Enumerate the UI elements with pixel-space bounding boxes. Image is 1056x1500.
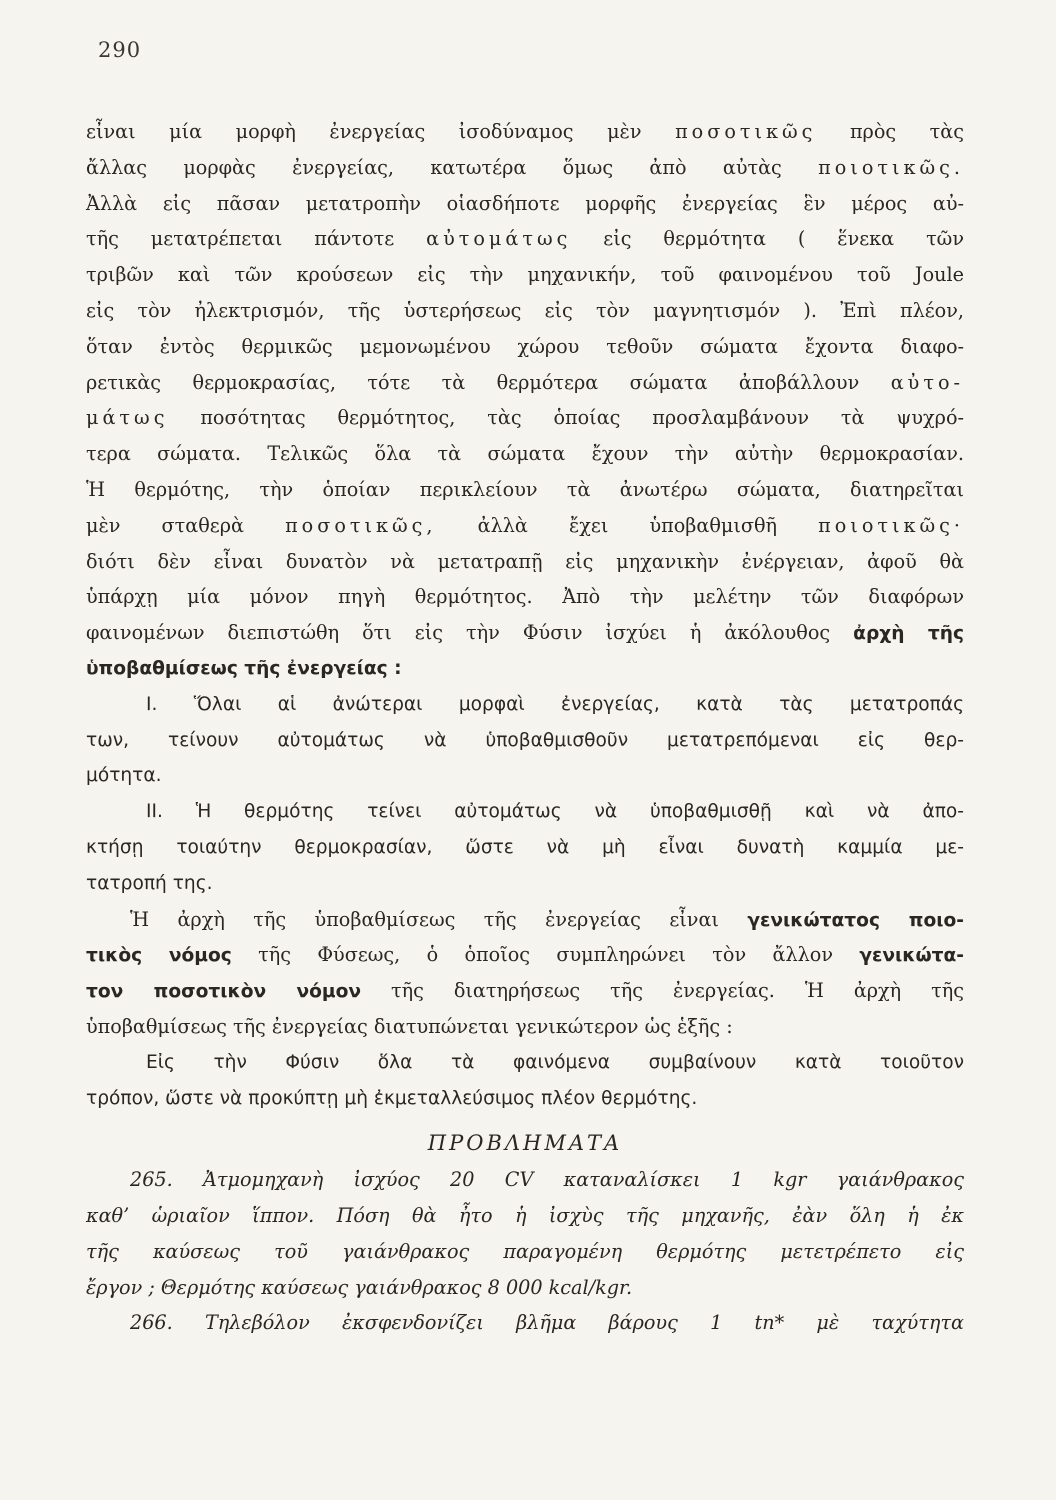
spaced-term: ποσοτικῶς — [675, 120, 817, 143]
rule-two-line: τατροπή της. — [86, 872, 213, 894]
problem-266-line: 266. Τηλεβόλον ἐκσφενδονίζει βλῆμα βάρους 1 tn* μὲ ταχύτητα — [130, 1311, 964, 1335]
text-line: ὑποβαθμίσεως τῆς ἐνεργείας : — [86, 657, 402, 679]
spaced-term: ποιοτικῶς· — [818, 513, 964, 537]
text-line — [86, 615, 964, 651]
page-number: 290 — [98, 38, 142, 62]
text-line: τερα σώματα. Τελικῶς ὅλα τὰ σώματα ἔχουν τὴν αὐτὴν θερμοκρασίαν. — [86, 442, 964, 466]
problem-265-line: τῆς καύσεως τοῦ γαιάνθρακος παραγομένη θερμότης μετετρέπετο εἰς — [86, 1239, 964, 1263]
text-span: εἶναι μία μορφὴ ἐνεργείας ἰσοδύναμος μὲν — [86, 120, 676, 143]
text-line — [86, 114, 964, 150]
text-span: εἰς θερμότητα ( ἕνεκα τῶν — [571, 227, 964, 251]
rule-one-line: των, τείνουν αὐτομάτως νὰ ὑποβαθμισθοῦν μετατρεπόμεναι εἰς θερ- — [86, 729, 964, 751]
text-line: ὑποβαθμίσεως τῆς ἐνεργείας διατυπώνεται γενικώτερον ὡς ἑξῆς : — [86, 1014, 733, 1038]
statement-line: τρόπον, ὥστε νὰ προκύπτῃ μὴ ἐκμεταλλεύσιμος πλέον θερμότης. — [86, 1087, 698, 1109]
text-line — [86, 400, 964, 436]
text-line — [86, 365, 964, 401]
text-line: τριβῶν καὶ τῶν κρούσεων εἰς τὴν μηχανικήν, τοῦ φαινομένου τοῦ Joule — [86, 263, 964, 287]
rule-two-line: ΙΙ. Ἡ θερμότης τείνει αὐτομάτως νὰ ὑποβαθμισθῇ καὶ νὰ ἀπο- — [146, 801, 964, 823]
problem-265-line: καθ’ ὡριαῖον ἵππον. Πόση θὰ ἦτο ἡ ἰσχὺς τῆς μηχανῆς, ἐὰν ὅλη ἡ ἐκ — [86, 1203, 964, 1227]
main-text — [86, 114, 964, 1341]
problem-265-line: 265. Ἀτμομηχανὴ ἰσχύος 20 CV καταναλίσκει 1 kgr γαιάνθρακος — [130, 1168, 964, 1192]
text-span: φαινομένων διεπιστώθη ὅτι εἰς τὴν Φύσιν ἰσχύει ἡ ἀκόλουθος — [86, 621, 854, 645]
text-line — [86, 973, 964, 1009]
spaced-term: αὐτομάτως — [426, 227, 572, 251]
text-line: ὑπάρχῃ μία μόνον πηγὴ θερμότητος. Ἀπὸ τὴν μελέτην τῶν διαφόρων — [86, 585, 964, 609]
problem-265-line: ἔργον ; Θερμότης καύσεως γαιάνθρακος 8 000 kcal/kgr. — [86, 1275, 633, 1299]
spaced-term: αὐτο- — [890, 370, 964, 394]
text-line: Ἀλλὰ εἰς πᾶσαν μετατροπὴν οἱασδήποτε μορφῆς ἐνεργείας ἓν μέρος αὐ- — [86, 191, 964, 215]
rule-one-line: Ι. Ὅλαι αἱ ἀνώτεραι μορφαὶ ἐνεργείας, κατὰ τὰς μετατροπάς — [146, 693, 964, 715]
text-span: τῆς μετατρέπεται πάντοτε — [86, 227, 427, 251]
problems-heading: ΠΡΟΒΛΗΜΑΤΑ — [427, 1131, 623, 1156]
bold-term: τικὸς νόμος — [86, 945, 232, 967]
text-span: ἀλλὰ ἔχει ὑποβαθμισθῆ — [436, 513, 819, 537]
text-span: ἄλλας μορφὰς ἐνεργείας, κατωτέρα ὅμως ἀπὸ αὐτὰς — [86, 155, 819, 179]
text-span: ποσότητας θερμότητος, τὰς ὁποίας προσλαμβάνουν τὰ ψυχρό- — [168, 406, 964, 430]
text-line: διότι δὲν εἶναι δυνατὸν νὰ μετατραπῇ εἰς μηχανικὴν ἐνέργειαν, ἀφοῦ θὰ — [86, 549, 964, 573]
spaced-term: ποσοτικῶς, — [285, 513, 437, 537]
spacer — [86, 1116, 964, 1126]
text-span: ρετικὰς θερμοκρασίας, τότε τὰ θερμότερα σώματα ἀποβάλλουν — [86, 370, 891, 394]
rule-one-line: μότητα. — [86, 765, 162, 787]
text-line — [86, 150, 964, 186]
text-span: μὲν σταθερὰ — [86, 513, 286, 537]
bold-term: ἀρχὴ τῆς — [853, 623, 965, 645]
text-line: ὅταν ἐντὸς θερμικῶς μεμονωμένου χώρου τεθοῦν σώματα ἔχοντα διαφο- — [86, 334, 964, 358]
spaced-term: ποιοτικῶς. — [818, 155, 964, 179]
statement-line: Εἰς τὴν Φύσιν ὅλα τὰ φαινόμενα συμβαίνουν κατὰ τοιοῦτον — [146, 1051, 964, 1073]
bold-term: τον ποσοτικὸν νόμον — [86, 981, 362, 1003]
spaced-term: μάτως — [86, 406, 169, 430]
text-line — [86, 902, 964, 938]
text-span: τῆς Φύσεως, ὁ ὁποῖος συμπληρώνει τὸν ἄλλον — [231, 943, 860, 967]
text-span: πρὸς τὰς — [816, 120, 964, 143]
text-line — [86, 508, 964, 544]
text-line: Ἡ θερμότης, τὴν ὁποίαν περικλείουν τὰ ἀνωτέρω σώματα, διατηρεῖται — [86, 477, 964, 501]
text-line: εἰς τὸν ἠλεκτρισμόν, τῆς ὑστερήσεως εἰς τὸν μαγνητισμόν ). Ἐπὶ πλέον, — [86, 298, 964, 322]
bold-term: γενικώτα- — [859, 945, 964, 967]
text-line — [86, 221, 964, 257]
text-line — [86, 937, 964, 973]
text-span: τῆς διατηρήσεως τῆς ἐνεργείας. Ἡ ἀρχὴ τῆς — [361, 979, 965, 1003]
bold-term: γενικώτατος ποιο- — [747, 909, 964, 931]
text-span: Ἡ ἀρχὴ τῆς ὑποβαθμίσεως τῆς ἐνεργείας εἶναι — [130, 907, 748, 931]
rule-two-line: κτήσῃ τοιαύτην θερμοκρασίαν, ὥστε νὰ μὴ εἶναι δυνατὴ καμμία με- — [86, 836, 964, 858]
